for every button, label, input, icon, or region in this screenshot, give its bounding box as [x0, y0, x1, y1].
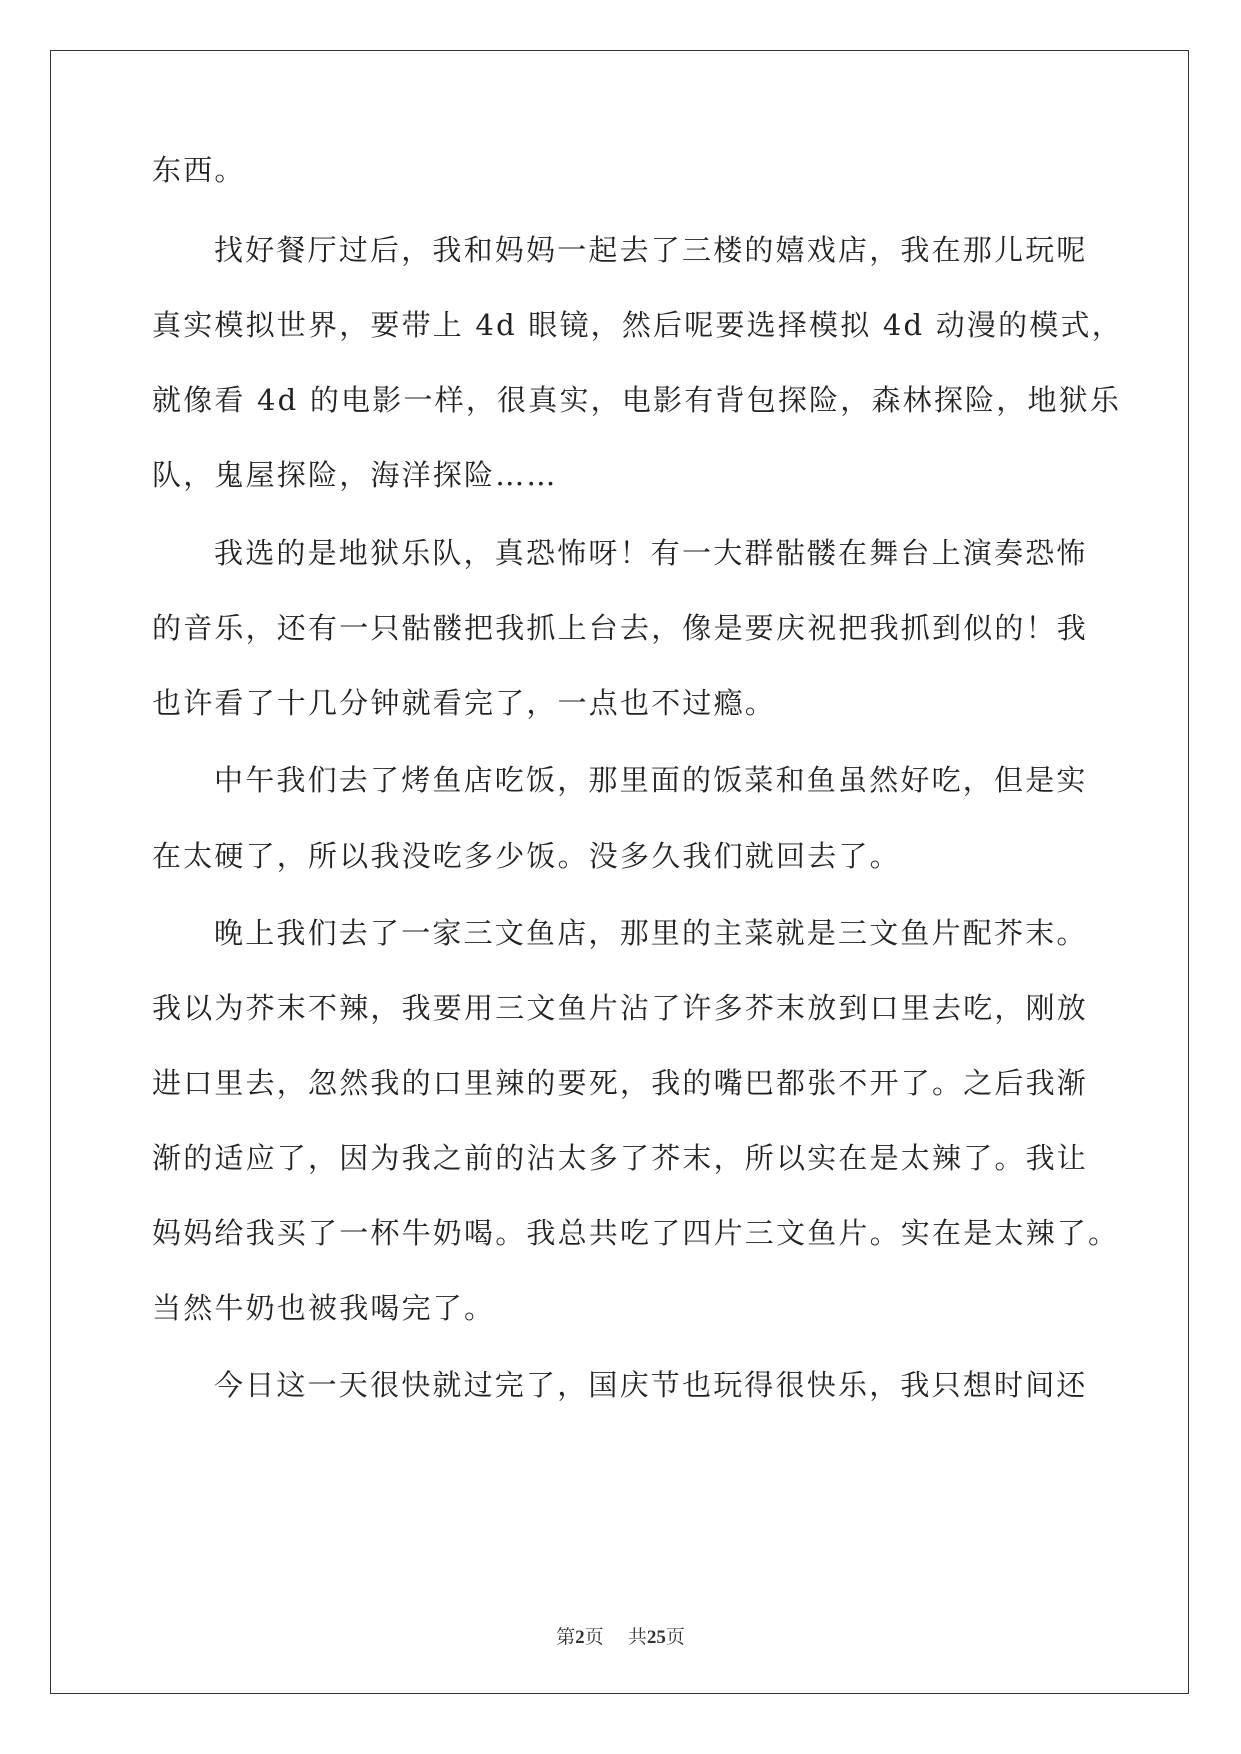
total-page-number: 25: [646, 1627, 666, 1648]
page-footer: [0, 1622, 1241, 1649]
total-prefix: 共: [627, 1626, 647, 1648]
total-suffix: 页: [665, 1626, 685, 1648]
text-line: 晚上我们去了一家三文鱼店，那里的主菜就是三文鱼片配芥末。: [214, 916, 1088, 950]
text-line: 也许看了十几分钟就看完了，一点也不过瘾。: [152, 686, 777, 720]
page-prefix: 第: [556, 1626, 576, 1648]
text-line: 找好餐厅过后，我和妈妈一起去了三楼的嬉戏店，我在那儿玩呢: [214, 233, 1088, 267]
text-line: 在太硬了，所以我没吃多少饭。没多久我们就回去了。: [152, 839, 901, 873]
text-line: 我选的是地狱乐队，真恐怖呀！有一大群骷髅在舞台上演奏恐怖: [214, 536, 1088, 570]
text-line: 进口里去，忽然我的口里辣的要死，我的嘴巴都张不开了。之后我渐: [152, 1066, 1089, 1100]
text-line: 今日这一天很快就过完了，国庆节也玩得很快乐，我只想时间还: [214, 1368, 1088, 1402]
text-line: 的音乐，还有一只骷髅把我抓上台去，像是要庆祝把我抓到似的！我: [152, 611, 1089, 645]
text-line: 真实模拟世界，要带上 4d 眼镜，然后呢要选择模拟 4d 动漫的模式，: [152, 308, 1123, 342]
text-line: 妈妈给我买了一杯牛奶喝。我总共吃了四片三文鱼片。实在是太辣了。: [152, 1216, 1120, 1250]
page-suffix: 页: [584, 1626, 604, 1648]
text-line: 我以为芥末不辣，我要用三文鱼片沾了许多芥末放到口里去吃，刚放: [152, 991, 1089, 1025]
text-line: 队，鬼屋探险，海洋探险……: [152, 458, 558, 492]
current-page-number: 2: [575, 1627, 585, 1648]
text-line: 渐的适应了，因为我之前的沾太多了芥末，所以实在是太辣了。我让: [152, 1141, 1089, 1175]
text-line: 当然牛奶也被我喝完了。: [152, 1291, 496, 1325]
text-line: 东西。: [152, 153, 246, 187]
text-line: 中午我们去了烤鱼店吃饭，那里面的饭菜和鱼虽然好吃，但是实: [214, 763, 1088, 797]
text-line: 就像看 4d 的电影一样，很真实，电影有背包探险，森林探险，地狱乐: [152, 383, 1122, 417]
